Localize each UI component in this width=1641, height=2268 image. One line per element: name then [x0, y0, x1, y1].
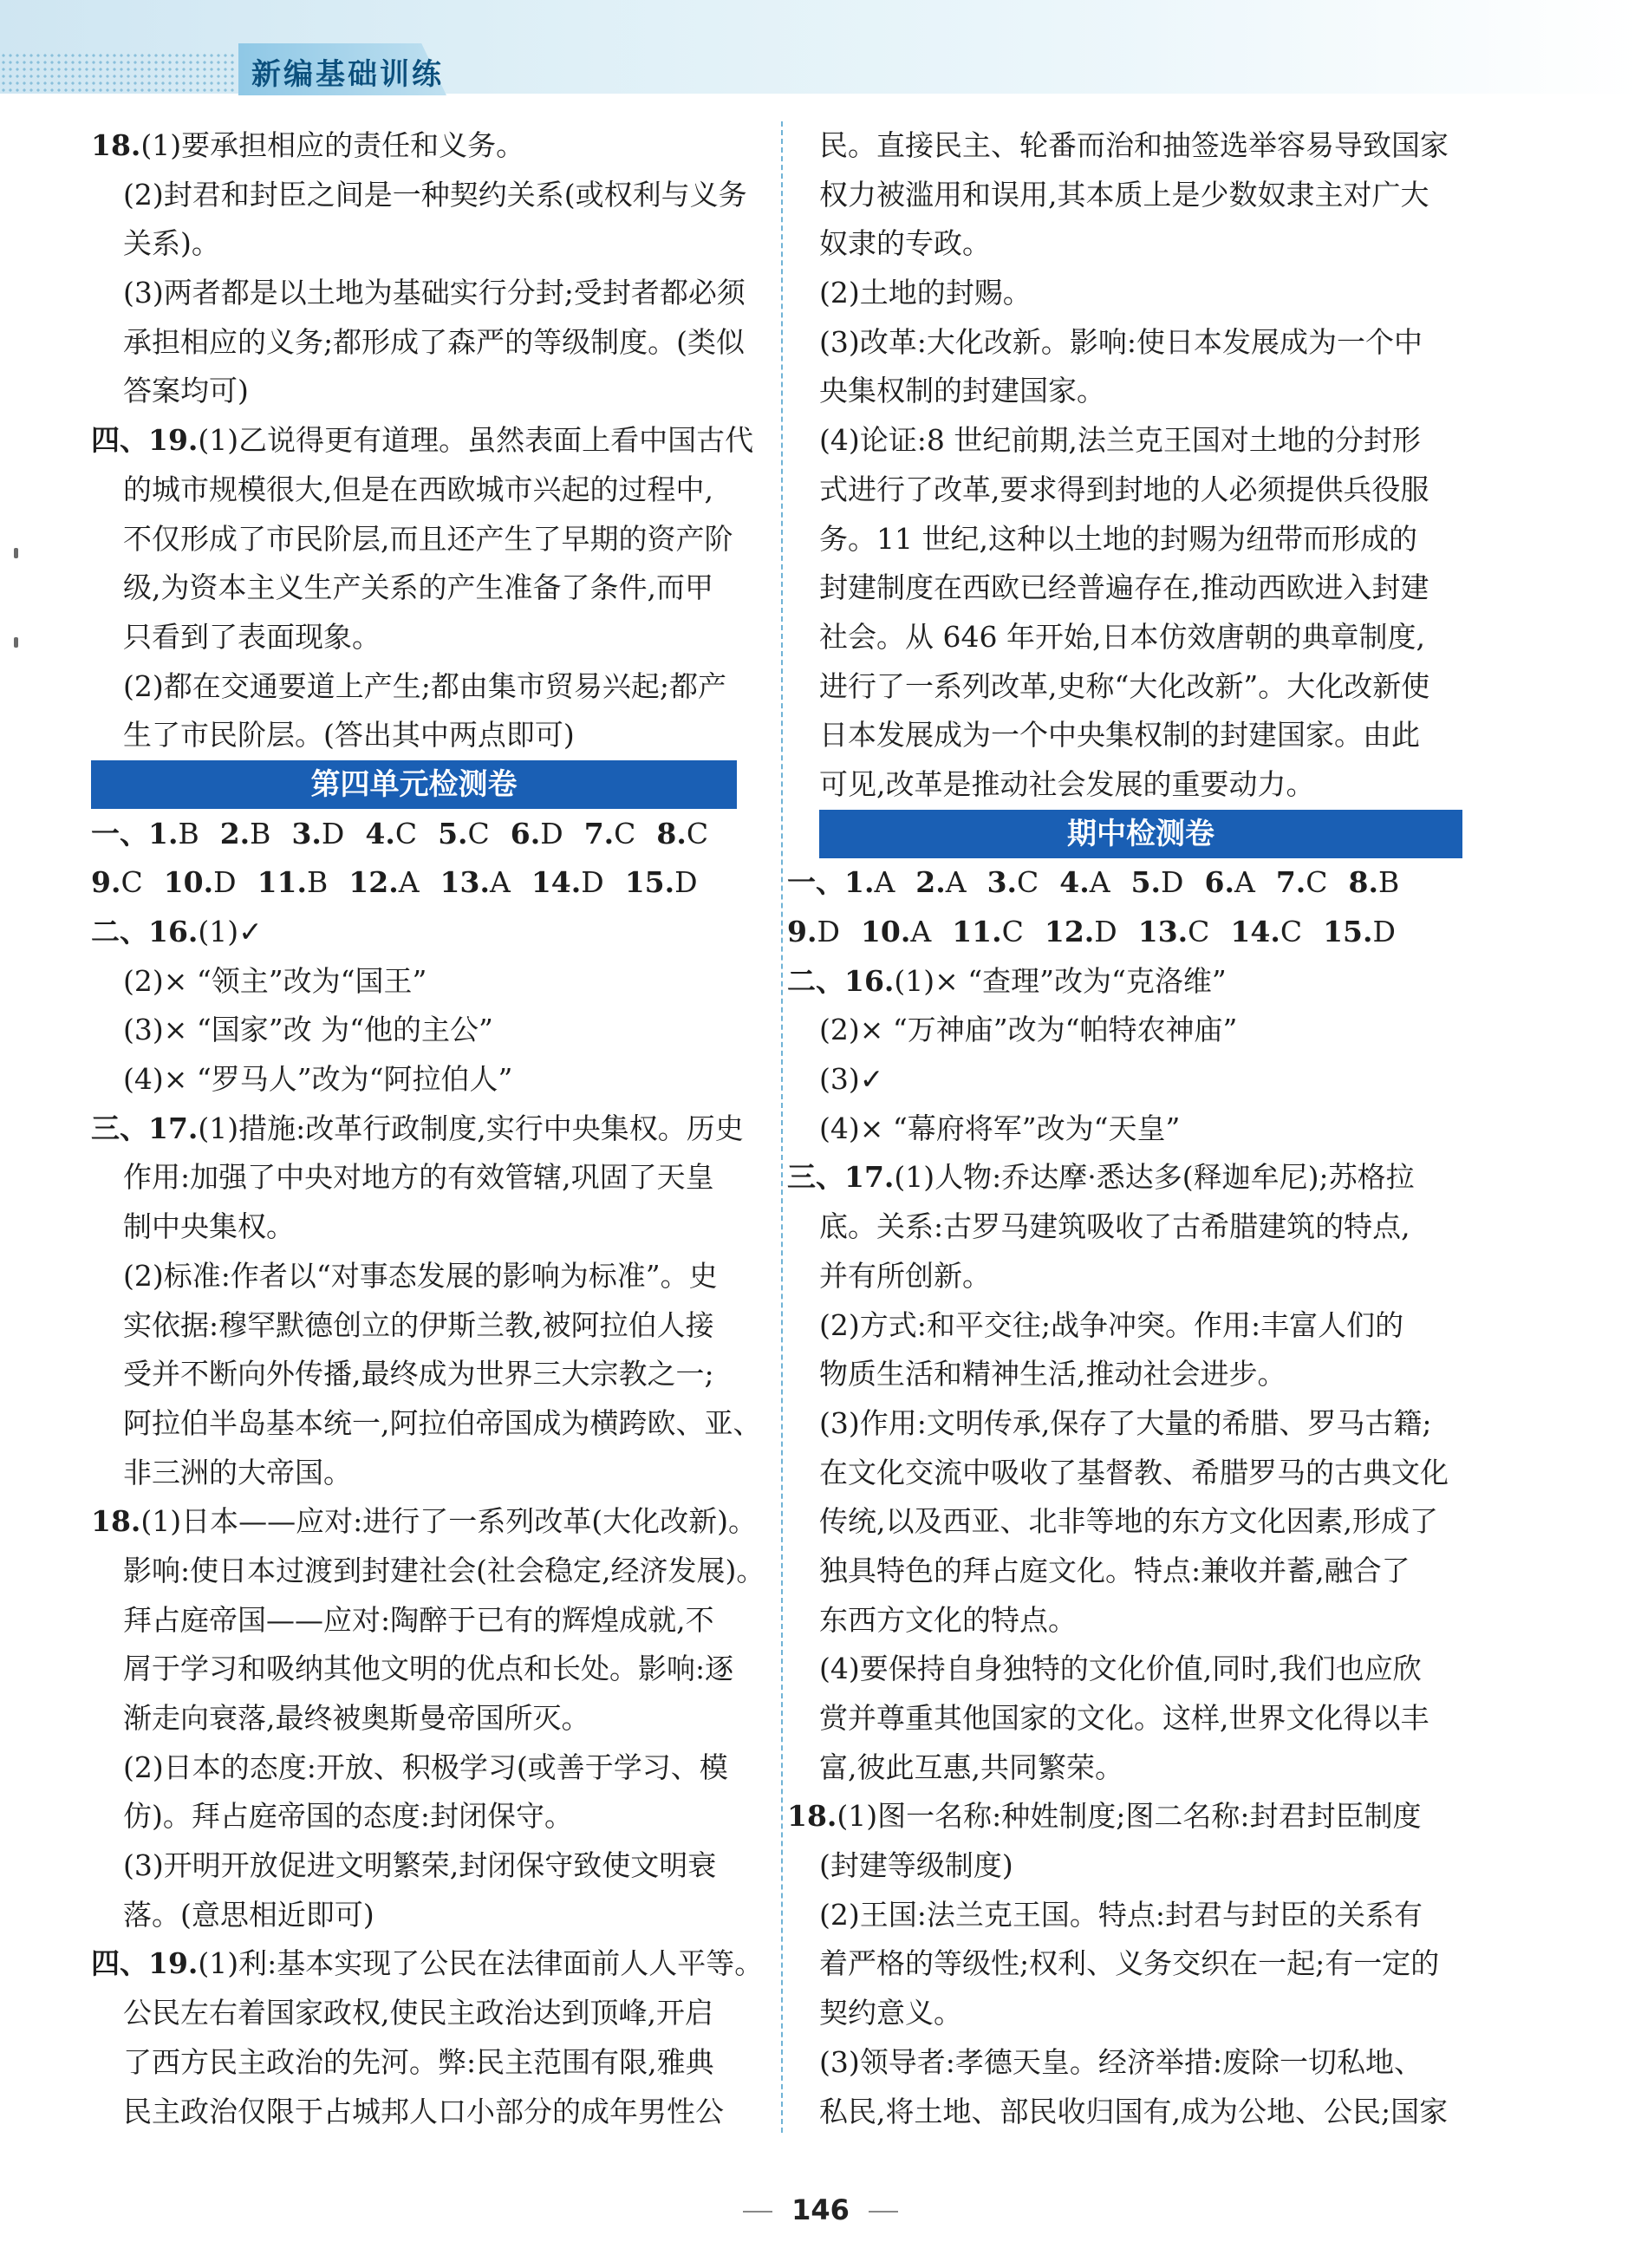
text-line: 不仅形成了市民阶层,而且还产生了早期的资产阶 — [123, 521, 733, 556]
choice-answers-row — [787, 858, 1478, 908]
text-line: 并有所创新。 — [819, 1258, 991, 1293]
text-line: 承担相应的义务;都形成了森严的等级制度。(类似 — [123, 324, 745, 359]
text-line: 可见,改革是推动社会发展的重要动力。 — [819, 766, 1315, 801]
text-line: 四、19.(1)利:基本实现了公民在法律面前人人平等。 — [91, 1946, 764, 1981]
text-line: 富,彼此互惠,共同繁荣。 — [819, 1750, 1123, 1784]
text-line: (2)都在交通要道上产生;都由集市贸易兴起;都产 — [123, 668, 726, 703]
text-line: 契约意义。 — [819, 1996, 962, 2030]
text-line: (3)领导者:孝德天皇。经济举措:废除一切私地、 — [819, 2044, 1423, 2079]
text-line: (2)× “领主”改为“国王” — [123, 963, 427, 998]
text-line: (4)论证:8 世纪前期,法兰克王国对土地的分封形 — [819, 423, 1421, 458]
header-title: 新编基础训练 — [251, 57, 444, 92]
text-line: (3)开明开放促进文明繁荣,封闭保守致使文明衰 — [123, 1848, 717, 1883]
text-line: (2)土地的封赐。 — [819, 276, 1032, 310]
text-line: 传统,以及西亚、北非等地的东方文化因素,形成了 — [819, 1504, 1438, 1539]
text-line: 三、17.(1)措施:改革行政制度,实行中央集权。历史 — [91, 1111, 744, 1145]
choice-answers-row — [91, 810, 767, 859]
text-line: 仿)。拜占庭帝国的态度:封闭保守。 — [123, 1799, 573, 1834]
text-line: (3)✓ — [819, 1062, 884, 1097]
text-line: 三、17.(1)人物:乔达摩·悉达多(释迦牟尼);苏格拉 — [787, 1160, 1415, 1195]
choice-answer: 11.C — [952, 915, 1024, 948]
choice-answer: 14.C — [1230, 915, 1303, 948]
choice-answer: 10.A — [860, 915, 932, 948]
text-line: 了西方民主政治的先河。弊:民主范围有限,雅典 — [123, 2044, 714, 2079]
choice-answer: 6.D — [510, 816, 563, 850]
text-line: (2)× “万神庙”改为“帕特农神庙” — [819, 1013, 1238, 1047]
text-line: 实依据:穆罕默德创立的伊斯兰教,被阿拉伯人接 — [123, 1307, 714, 1342]
text-line: 日本发展成为一个中央集权制的封建国家。由此 — [819, 718, 1420, 753]
text-line: 底。关系:古罗马建筑吸收了古希腊建筑的特点, — [819, 1209, 1410, 1244]
text-line: 屑于学习和吸纳其他文明的优点和长处。影响:逐 — [123, 1652, 734, 1686]
text-line: (2)王国:法兰克王国。特点:封君与封臣的关系有 — [819, 1897, 1423, 1932]
text-line: 物质生活和精神生活,推动社会进步。 — [819, 1357, 1286, 1391]
text-line: 关系)。 — [123, 226, 220, 261]
footer-rule-right — [869, 2211, 898, 2213]
choice-answer: 9.D — [787, 915, 840, 948]
margin-mark — [14, 548, 18, 558]
header-dot-pattern — [0, 52, 234, 94]
text-line: 式进行了改革,要求得到封地的人必须提供兵役服 — [819, 472, 1429, 506]
text-line: 封建制度在西欧已经普遍存在,推动西欧进入封建 — [819, 570, 1429, 605]
text-line: 18.(1)日本——应对:进行了一系列改革(大化改新)。 — [91, 1504, 758, 1539]
text-line: (2)日本的态度:开放、积极学习(或善于学习、模 — [123, 1750, 728, 1784]
choice-answers-row — [91, 858, 767, 908]
text-line: 二、16.(1)× “查理”改为“克洛维” — [787, 963, 1227, 998]
text-line: 作用:加强了中央对地方的有效管辖,巩固了天皇 — [123, 1160, 714, 1195]
choice-answer: 12.D — [1044, 915, 1117, 948]
page-number: 146 — [791, 2193, 850, 2226]
choice-answer: 2.A — [915, 865, 967, 900]
text-line: 奴隶的专政。 — [819, 226, 991, 261]
text-line: 公民左右着国家政权,使民主政治达到顶峰,开启 — [123, 1996, 713, 2030]
text-line: 非三洲的大帝国。 — [123, 1455, 352, 1489]
text-line: (4)× “幕府将军”改为“天皇” — [819, 1111, 1181, 1145]
choice-answer: 13.C — [1137, 915, 1210, 948]
text-line: 影响:使日本过渡到封建社会(社会稳定,经济发展)。 — [123, 1553, 765, 1587]
text-line: 答案均可) — [123, 374, 249, 408]
text-line: (2)封君和封臣之间是一种契约关系(或权利与义务 — [123, 177, 747, 212]
text-line: (2)标准:作者以“对事态发展的影响为标准”。史 — [123, 1258, 718, 1293]
section-title-unit4: 第四单元检测卷 — [91, 760, 737, 809]
text-line: (3)两者都是以土地为基础实行分封;受封者都必须 — [123, 276, 746, 310]
choice-answer: 7.C — [1275, 865, 1328, 900]
text-line: 制中央集权。 — [123, 1209, 295, 1244]
choice-answer: 一、1.A — [787, 865, 895, 900]
choice-answer: 2.B — [219, 816, 271, 850]
choice-answer: 7.C — [583, 816, 636, 850]
choice-answer: 12.A — [348, 865, 420, 900]
text-line: (3)改革:大化改新。影响:使日本发展成为一个中 — [819, 324, 1423, 359]
choice-answer: 15.D — [1323, 915, 1396, 948]
page-footer — [0, 2193, 1641, 2226]
text-line: 拜占庭帝国——应对:陶醉于已有的辉煌成就,不 — [123, 1602, 714, 1637]
choice-answer: 一、1.B — [91, 816, 199, 850]
text-line: (3)× “国家”改 为“他的主公” — [123, 1013, 493, 1047]
text-line: 只看到了表面现象。 — [123, 619, 381, 654]
choice-answer: 10.D — [163, 865, 237, 900]
text-line: 务。11 世纪,这种以土地的封赐为纽带而形成的 — [819, 521, 1417, 556]
text-line: 渐走向衰落,最终被奥斯曼帝国所灭。 — [123, 1701, 590, 1735]
text-line: 民主政治仅限于占城邦人口小部分的成年男性公 — [123, 2094, 724, 2128]
text-line: (4)要保持自身独特的文化价值,同时,我们也应欣 — [819, 1652, 1422, 1686]
margin-mark — [14, 637, 18, 648]
text-line: 私民,将土地、部民收归国有,成为公地、公民;国家 — [819, 2094, 1449, 2128]
text-line: 阿拉伯半岛基本统一,阿拉伯帝国成为横跨欧、亚、 — [123, 1405, 762, 1440]
text-line: 落。(意思相近即可) — [123, 1897, 374, 1932]
right-column — [787, 121, 1478, 2136]
choice-answer: 5.D — [1130, 865, 1184, 900]
text-line: (2)方式:和平交往;战争冲突。作用:丰富人们的 — [819, 1307, 1404, 1342]
text-line: 18.(1)图一名称:种姓制度;图二名称:封君封臣制度 — [787, 1799, 1422, 1834]
text-line: (4)× “罗马人”改为“阿拉伯人” — [123, 1062, 513, 1097]
text-line: 受并不断向外传播,最终成为世界三大宗教之一; — [123, 1357, 714, 1391]
choice-answer: 3.C — [987, 865, 1039, 900]
choice-answer: 4.C — [365, 816, 418, 850]
choice-answer: 4.A — [1059, 865, 1110, 900]
choice-answer: 9.C — [91, 865, 143, 900]
text-line: 二、16.(1)✓ — [91, 915, 263, 948]
text-line: 级,为资本主义生产关系的产生准备了条件,而甲 — [123, 570, 713, 605]
choice-answer: 8.B — [1348, 865, 1400, 900]
column-divider — [781, 121, 783, 2133]
text-line: 着严格的等级性;权利、义务交织在一起;有一定的 — [819, 1946, 1440, 1981]
text-line: 央集权制的封建国家。 — [819, 374, 1105, 408]
text-line: (封建等级制度) — [819, 1848, 1013, 1883]
text-line: 在文化交流中吸收了基督教、希腊罗马的古典文化 — [819, 1455, 1449, 1489]
text-line: 社会。从 646 年开始,日本仿效唐朝的典章制度, — [819, 619, 1425, 654]
choice-answer: 5.C — [438, 816, 490, 850]
section-title-midterm: 期中检测卷 — [819, 810, 1462, 858]
text-line: 赏并尊重其他国家的文化。这样,世界文化得以丰 — [819, 1701, 1429, 1735]
choice-answer: 6.A — [1204, 865, 1255, 900]
choice-answer: 8.C — [656, 816, 709, 850]
footer-rule-left — [743, 2211, 772, 2213]
choice-answer: 13.A — [440, 865, 511, 900]
text-line: 生了市民阶层。(答出其中两点即可) — [123, 718, 575, 753]
text-line: 18.(1)要承担相应的责任和义务。 — [91, 128, 525, 162]
text-line: 权力被滥用和误用,其本质上是少数奴隶主对广大 — [819, 177, 1429, 212]
text-line: 的城市规模很大,但是在西欧城市兴起的过程中, — [123, 472, 713, 506]
text-line: 四、19.(1)乙说得更有道理。虽然表面上看中国古代 — [91, 423, 754, 458]
choice-answers-row — [787, 908, 1478, 957]
text-line: 独具特色的拜占庭文化。特点:兼收并蓄,融合了 — [819, 1553, 1410, 1587]
choice-answer: 3.D — [291, 816, 345, 850]
text-line: 东西方文化的特点。 — [819, 1602, 1077, 1637]
text-line: 进行了一系列改革,史称“大化改新”。大化改新使 — [819, 668, 1430, 703]
choice-answer: 11.B — [257, 865, 329, 900]
choice-answer: 15.D — [624, 865, 698, 900]
text-line: 民。直接民主、轮番而治和抽签选举容易导致国家 — [819, 128, 1449, 162]
choice-answer: 14.D — [531, 865, 604, 900]
left-column — [91, 121, 767, 2136]
text-line: (3)作用:文明传承,保存了大量的希腊、罗马古籍; — [819, 1405, 1432, 1440]
